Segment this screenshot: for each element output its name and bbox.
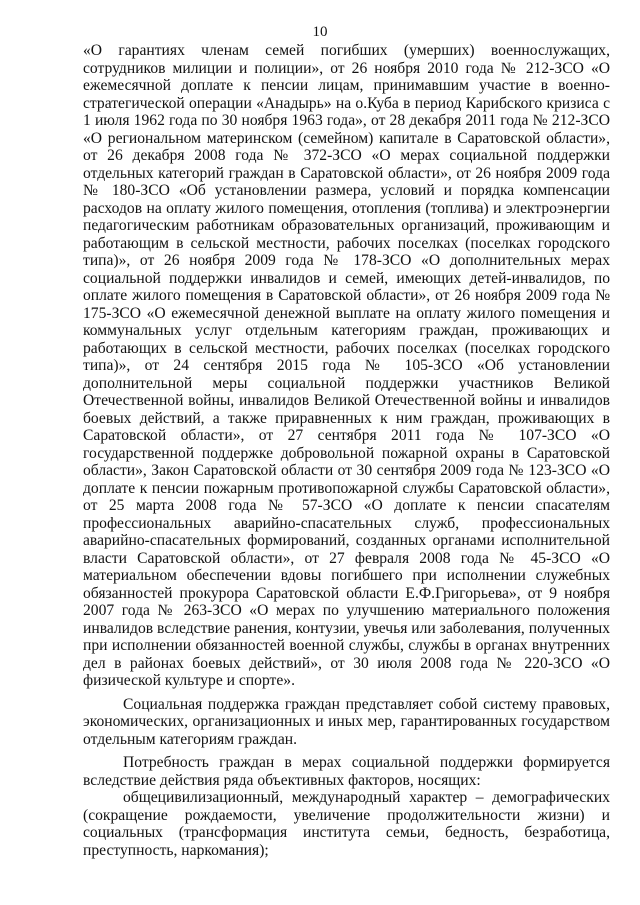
paragraph-need-factors: Потребность граждан в мерах социальной поддержки формируется вследствие действия ряда объективных факторов, носящих: (83, 754, 610, 789)
page-number: 10 (312, 24, 328, 40)
paragraph-law-list: «О гарантиях членам семей погибших (умерших) военнослужащих, сотрудников милиции и полиции», от 26 ноября 2010 года № 212-ЗСО «О ежемесячной доплате к пенсии лицам, принимавшим участие в военно-стратегической операции «Анадырь» на о.Куба в период Карибского кризиса с 1 июля 1962 года по 30 ноября 1963 года», от 28 декабря 2011 года № 212-ЗСО «О региональном материнском (семейном) капитале в Саратовской области», от 26 декабря 2008 года № 372-ЗСО «О мерах социальной поддержки отдельных категорий граждан в Саратовской области», от 26 ноября 2009 года № 180-ЗСО «Об установлении размера, условий и порядка компенсации расходов на оплату жилого помещения, отопления (топлива) и электроэнергии педагогическим работникам образовательных организаций, проживающим и работающим в сельской местности, рабочих поселках (поселках городского типа)», от 26 ноября 2009 года № 178-ЗСО «О дополнительных мерах социальной поддержки инвалидов и семей, имеющих детей-инвалидов, по оплате жилого помещения в Саратовской области», от 26 ноября 2009 года № 175-ЗСО «О ежемесячной денежной выплате на оплату жилого помещения и коммунальных услуг отдельным категориям граждан, проживающих и работающих в сельской местности, рабочих поселках (поселках городского типа)», от 24 сентября 2015 года № 105-ЗСО «Об установлении дополнительной меры социальной поддержки участников Великой Отечественной войны, инвалидов Великой Отечественной войны и инвалидов боевых действий, а также приравненных к ним граждан, проживающих в Саратовской области», от 27 сентября 2011 года № 107-ЗСО «О государственной поддержке добровольной пожарной охраны в Саратовской области», Закон Саратовской области от 30 сентября 2009 года № 123-ЗСО «О доплате к пенсии пожарным противопожарной службы Саратовской области», от 25 марта 2008 года № 57-ЗСО «О доплате к пенсии спасателям профессиональных аварийно-спасательных служб, профессиональных аварийно-спасательных формирований, созданных органами исполнительной власти Саратовской области», от 27 февраля 2008 года № 45-ЗСО «О материальном обеспечении вдовы погибшего при исполнении служебных обязанностей прокурора Саратовской области Е.Ф.Григорьева», от 9 ноября 2007 года № 263-ЗСО «О мерах по улучшению материального положения инвалидов вследствие ранения, контузии, увечья или заболевания, полученных при исполнении обязанностей военной службы, службы в органах внутренних дел в районах боевых действий», от 30 июля 2008 года № 220-ЗСО «О физической культуре и спорте». (83, 42, 610, 689)
paragraph-civilizational-factors: общецивилизационный, международный характер – демографических (сокращение рождаемости, увеличение продолжительности жизни) и социальных (трансформация института семьи, бедность, безработица, преступность, наркомания); (83, 789, 610, 859)
paragraph-social-support-definition: Социальная поддержка граждан представляет собой систему правовых, экономических, организационных и иных мер, гарантированных государством отдельным категориям граждан. (83, 695, 610, 748)
document-body (83, 42, 610, 859)
